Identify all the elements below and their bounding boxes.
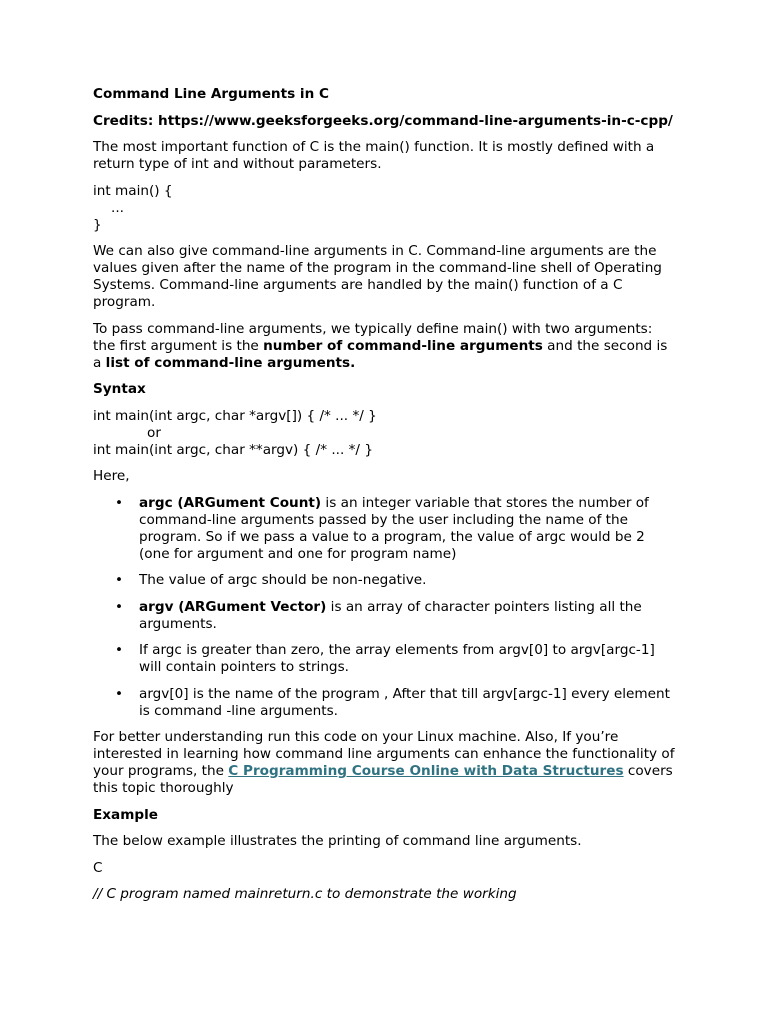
syntax-line: int main(int argc, char **argv) { /* ... */ } xyxy=(93,441,373,458)
example-paragraph: The below example illustrates the printing of command line arguments. xyxy=(93,833,582,849)
syntax-heading: Syntax xyxy=(93,381,146,397)
better-understanding-paragraph xyxy=(93,729,677,797)
code-block-main xyxy=(93,183,677,234)
bold-segment: argv (ARGument Vector) xyxy=(139,598,327,615)
code-line: ... xyxy=(111,199,124,216)
pass-arguments-paragraph xyxy=(93,321,677,372)
argument-list xyxy=(93,495,677,720)
command-line-paragraph: We can also give command-line arguments in C. Command-line arguments are the values given after the name of the program in the command-line shell of Operating Systems. Command-line arguments are handled by the main() function of a C program. xyxy=(93,243,662,310)
text-segment: is an array of character pointers listing all the arguments. xyxy=(139,598,642,632)
here-label: Here, xyxy=(93,468,130,484)
course-link[interactable]: C Programming Course Online with Data Structures xyxy=(228,763,624,779)
bold-segment: list of command-line arguments. xyxy=(105,354,356,371)
credits-line: Credits: https://www.geeksforgeeks.org/command-line-arguments-in-c-cpp/ xyxy=(93,112,673,129)
list-item xyxy=(115,685,677,720)
syntax-line: int main(int argc, char *argv[]) { /* ... */ } xyxy=(93,407,377,424)
code-line: int main() { xyxy=(93,182,173,199)
list-item xyxy=(115,572,677,589)
syntax-block xyxy=(93,408,677,459)
list-item xyxy=(115,598,677,633)
bold-segment: argc (ARGument Count) xyxy=(139,494,322,511)
list-item xyxy=(115,494,677,563)
intro-paragraph: The most important function of C is the main() function. It is mostly defined with a return type of int and without parameters. xyxy=(93,139,655,172)
language-label: C xyxy=(93,859,103,876)
syntax-line: or xyxy=(147,424,161,441)
bullet-icon: • xyxy=(115,642,124,658)
text-segment: and the second is a xyxy=(93,337,668,371)
text-segment: To pass command-line arguments, we typically define main() with two arguments: the first argument is the xyxy=(93,320,653,354)
text-segment: If argc is greater than zero, the array elements from argv[0] to argv[argc-1] will contain pointers to strings. xyxy=(139,642,655,675)
text-segment: The value of argc should be non-negative. xyxy=(139,572,427,588)
bullet-icon: • xyxy=(115,572,124,588)
code-comment: // C program named mainreturn.c to demonstrate the working xyxy=(93,886,517,902)
code-line: } xyxy=(93,216,102,233)
bold-segment: number of command-line arguments xyxy=(263,337,543,354)
document-page xyxy=(93,86,677,913)
text-segment: For better understanding run this code on your Linux machine. Also, If you’re interested in learning how command line arguments can enhance the functionality of your programs, the xyxy=(93,729,675,779)
bullet-icon: • xyxy=(115,494,124,511)
text-segment: covers this topic thoroughly xyxy=(93,763,673,796)
bullet-icon: • xyxy=(115,685,124,702)
list-item xyxy=(115,642,677,676)
document-title: Command Line Arguments in C xyxy=(93,86,329,102)
example-heading: Example xyxy=(93,806,159,823)
bullet-icon: • xyxy=(115,598,124,615)
text-segment: is an integer variable that stores the number of command-line arguments passed by the user including the name of the program. So if we pass a value to a program, the value of argc would be 2 (one for argument and one for program name) xyxy=(139,494,649,562)
text-segment: argv[0] is the name of the program , After that till argv[argc-1] every element is command -line arguments. xyxy=(139,685,670,719)
